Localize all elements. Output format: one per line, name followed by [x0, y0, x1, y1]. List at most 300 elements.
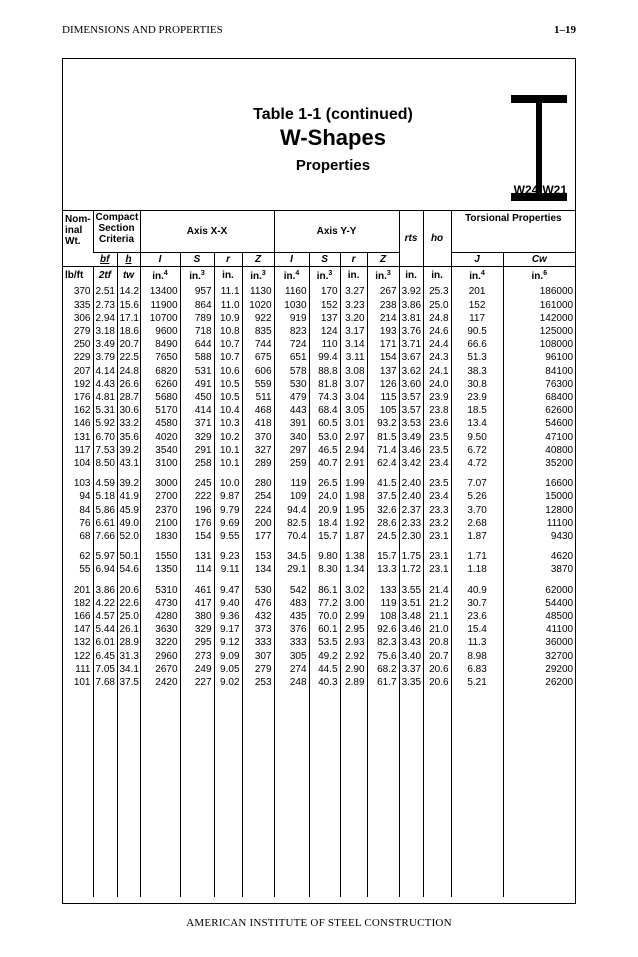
cell-ho: 20.8 [423, 636, 451, 649]
cell-ho: 23.1 [423, 530, 451, 543]
cell-j: 5.21 [451, 676, 503, 689]
filler-cell [93, 689, 117, 897]
cell-ry: 2.92 [340, 650, 367, 663]
cell-ry: 3.04 [340, 391, 367, 404]
cell-bf-2tf: 4.81 [93, 391, 117, 404]
table-subtitle: Properties [295, 157, 371, 174]
cell-ry: 3.11 [340, 351, 367, 364]
header-zy-text: Z [379, 254, 387, 265]
table-row [63, 563, 575, 576]
cell-j: 23.6 [451, 610, 503, 623]
cell-zx: 468 [242, 404, 274, 417]
cell-cw: 4620 [503, 543, 575, 563]
cell-bf-2tf: 4.43 [93, 378, 117, 391]
filler-cell [340, 689, 367, 897]
cell-bf-2tf: 6.45 [93, 650, 117, 663]
unit-j-text: in. [469, 271, 481, 283]
cell-iy: 919 [274, 312, 309, 325]
cell-ry: 2.90 [340, 663, 367, 676]
cell-zx: 333 [242, 636, 274, 649]
cell-ix: 7650 [140, 351, 180, 364]
cell-bf-2tf: 3.86 [93, 577, 117, 597]
cell-h-tw: 37.5 [117, 676, 140, 689]
cell-zy: 238 [367, 299, 399, 312]
cell-sx: 450 [180, 391, 214, 404]
cell-iy: 333 [274, 636, 309, 649]
cell-ry: 2.95 [340, 623, 367, 636]
cell-cw: 125000 [503, 325, 575, 338]
cell-ho: 20.6 [423, 676, 451, 689]
filler-cell [180, 689, 214, 897]
cell-j: 90.5 [451, 325, 503, 338]
cell-iy: 823 [274, 325, 309, 338]
table-body [63, 283, 575, 689]
table-row [63, 365, 575, 378]
cell-iy: 34.5 [274, 543, 309, 563]
cell-cw: 40800 [503, 444, 575, 457]
unit-2tf [93, 267, 117, 284]
cell-sy: 44.5 [309, 663, 340, 676]
cell-bf-2tf: 8.50 [93, 457, 117, 470]
table-row [63, 543, 575, 563]
cell-sx: 461 [180, 577, 214, 597]
cell-h-tw: 22.5 [117, 351, 140, 364]
cell-iy: 1030 [274, 299, 309, 312]
cell-cw: 48500 [503, 610, 575, 623]
unit-tw [117, 267, 140, 284]
header-sy-text: S [321, 254, 328, 265]
cell-ry: 1.87 [340, 530, 367, 543]
header-ix-text: I [158, 254, 162, 265]
cell-zy: 115 [367, 391, 399, 404]
cell-sy: 49.2 [309, 650, 340, 663]
cell-zx: 370 [242, 431, 274, 444]
unit-zx-text: in. [250, 271, 262, 283]
cell-iy: 724 [274, 338, 309, 351]
cell-ix: 8490 [140, 338, 180, 351]
cell-zx: 922 [242, 312, 274, 325]
cell-iy: 1160 [274, 283, 309, 298]
cell-ry: 1.92 [340, 517, 367, 530]
cell-h-tw: 39.2 [117, 444, 140, 457]
cell-sx: 131 [180, 543, 214, 563]
cell-iy: 29.1 [274, 563, 309, 576]
cell-sx: 249 [180, 663, 214, 676]
cell-rx: 9.12 [214, 636, 242, 649]
cell-rts: 3.71 [399, 338, 423, 351]
cell-j: 38.3 [451, 365, 503, 378]
header-ho-text: ho [430, 233, 444, 244]
unit-ho [423, 267, 451, 284]
cell-rts: 3.46 [399, 623, 423, 636]
cell-h-tw: 30.6 [117, 404, 140, 417]
cell-wt: 192 [73, 378, 91, 390]
cell-zx: 253 [242, 676, 274, 689]
cell-rts: 3.46 [399, 444, 423, 457]
cell-sy: 40.3 [309, 676, 340, 689]
unit-ho-text: in. [431, 269, 443, 281]
cell-bf-2tf: 4.22 [93, 597, 117, 610]
cell-wt: 279 [73, 326, 91, 338]
cell-bf-2tf: 2.94 [93, 312, 117, 325]
cell-h-tw: 14.2 [117, 283, 140, 298]
cell-ry: 3.17 [340, 325, 367, 338]
unit-lbft [63, 267, 93, 284]
cell-zx: 511 [242, 391, 274, 404]
cell-sx: 291 [180, 444, 214, 457]
cell-zy: 108 [367, 610, 399, 623]
cell-rts: 3.57 [399, 391, 423, 404]
cell-wt: 132 [73, 637, 91, 649]
cell-iy: 109 [274, 490, 309, 503]
cell-wt: 55 [79, 564, 91, 576]
header-torsional [451, 211, 575, 253]
unit-rx [214, 267, 242, 284]
cell-ry: 3.27 [340, 283, 367, 298]
cell-j: 152 [451, 299, 503, 312]
cell-cw: 16600 [503, 470, 575, 490]
cell-zy: 15.7 [367, 543, 399, 563]
cell-sx: 258 [180, 457, 214, 470]
header-axis-yy [274, 211, 399, 253]
cell-cw: 36000 [503, 636, 575, 649]
cell-j: 40.9 [451, 577, 503, 597]
cell-ho: 25.0 [423, 299, 451, 312]
header-sx [180, 253, 214, 267]
cell-ix: 11900 [140, 299, 180, 312]
header-ix [140, 253, 180, 267]
cell-wt: 94 [79, 491, 91, 503]
table-row [63, 325, 575, 338]
cell-ho: 25.3 [423, 283, 451, 298]
cell-j: 1.18 [451, 563, 503, 576]
cell-iy: 119 [274, 470, 309, 490]
cell-j: 5.26 [451, 490, 503, 503]
cell-cw: 108000 [503, 338, 575, 351]
unit-sy: in.$^3$ [309, 267, 340, 284]
cell-sx: 196 [180, 504, 214, 517]
cell-sy: 110 [309, 338, 340, 351]
cell-h-tw: 50.1 [117, 543, 140, 563]
cell-cw: 54400 [503, 597, 575, 610]
cell-sy: 40.7 [309, 457, 340, 470]
cell-sx: 380 [180, 610, 214, 623]
cell-sy: 46.5 [309, 444, 340, 457]
header-zx-text: Z [254, 254, 262, 265]
filler-cell [63, 689, 93, 897]
cell-cw: 41100 [503, 623, 575, 636]
cell-zy: 133 [367, 577, 399, 597]
page-footer: AMERICAN INSTITUTE OF STEEL CONSTRUCTION [186, 917, 452, 929]
cell-rx: 9.47 [214, 577, 242, 597]
cell-sx: 176 [180, 517, 214, 530]
table-row [63, 663, 575, 676]
cell-ix: 1830 [140, 530, 180, 543]
cell-iy: 479 [274, 391, 309, 404]
cell-sx: 154 [180, 530, 214, 543]
cell-ho: 24.8 [423, 312, 451, 325]
cell-sy: 53.0 [309, 431, 340, 444]
cell-rx: 9.79 [214, 504, 242, 517]
cell-bf-2tf: 6.61 [93, 517, 117, 530]
cell-zy: 81.5 [367, 431, 399, 444]
cell-zy: 193 [367, 325, 399, 338]
cell-wt: 250 [73, 339, 91, 351]
cell-iy: 94.4 [274, 504, 309, 517]
cell-rx: 10.8 [214, 325, 242, 338]
filler-cell [503, 689, 575, 897]
cell-bf-2tf: 5.44 [93, 623, 117, 636]
cell-iy: 297 [274, 444, 309, 457]
cell-zx: 559 [242, 378, 274, 391]
cell-rts: 1.75 [399, 543, 423, 563]
cell-wt: 166 [73, 611, 91, 623]
cell-h-tw: 28.7 [117, 391, 140, 404]
header-nominal-wt-text: Nom-inal Wt. [65, 214, 91, 247]
cell-iy: 542 [274, 577, 309, 597]
header-zx [242, 253, 274, 267]
cell-sx: 222 [180, 490, 214, 503]
cell-bf-2tf: 3.49 [93, 338, 117, 351]
table-row [63, 470, 575, 490]
cell-rts: 2.33 [399, 517, 423, 530]
cell-rts: 2.37 [399, 504, 423, 517]
cell-rts: 3.35 [399, 676, 423, 689]
cell-ix: 3540 [140, 444, 180, 457]
cell-wt: 131 [73, 431, 91, 443]
cell-wt: 101 [73, 677, 91, 689]
cell-zy: 126 [367, 378, 399, 391]
cell-bf-2tf: 5.31 [93, 404, 117, 417]
cell-bf-2tf: 6.70 [93, 431, 117, 444]
cell-cw: 54600 [503, 417, 575, 430]
cell-ry: 1.98 [340, 490, 367, 503]
filler-cell [399, 689, 423, 897]
cell-rx: 10.1 [214, 457, 242, 470]
cell-rts: 1.72 [399, 563, 423, 576]
cell-sx: 329 [180, 431, 214, 444]
cell-h-tw: 49.0 [117, 517, 140, 530]
cell-sx: 491 [180, 378, 214, 391]
header-rx [214, 253, 242, 267]
unit-rts [399, 267, 423, 284]
table-row [63, 504, 575, 517]
cell-wt: 176 [73, 392, 91, 404]
cell-sy: 18.4 [309, 517, 340, 530]
cell-ho: 24.0 [423, 378, 451, 391]
cell-ix: 2420 [140, 676, 180, 689]
cell-rts: 3.57 [399, 404, 423, 417]
cell-zy: 62.4 [367, 457, 399, 470]
cell-h-tw: 41.9 [117, 490, 140, 503]
table-filler [63, 689, 575, 897]
cell-zx: 835 [242, 325, 274, 338]
table-row [63, 444, 575, 457]
cell-ho: 23.1 [423, 543, 451, 563]
cell-ry: 3.02 [340, 577, 367, 597]
cell-ix: 6260 [140, 378, 180, 391]
cell-ho: 23.4 [423, 490, 451, 503]
cell-sy: 68.4 [309, 404, 340, 417]
cell-h-tw: 26.1 [117, 623, 140, 636]
cell-zx: 224 [242, 504, 274, 517]
table-row [63, 417, 575, 430]
cell-rts: 3.86 [399, 299, 423, 312]
cell-sx: 114 [180, 563, 214, 576]
cell-rts: 3.48 [399, 610, 423, 623]
cell-ix: 3100 [140, 457, 180, 470]
cell-j: 6.72 [451, 444, 503, 457]
cell-rts: 3.42 [399, 457, 423, 470]
cell-iy: 259 [274, 457, 309, 470]
cell-zy: 267 [367, 283, 399, 298]
cell-cw: 161000 [503, 299, 575, 312]
cell-cw: 26200 [503, 676, 575, 689]
cell-h-tw: 26.6 [117, 378, 140, 391]
cell-sy: 8.30 [309, 563, 340, 576]
cell-h-tw: 35.6 [117, 431, 140, 444]
unit-zx: in.$^3$ [242, 267, 274, 284]
table-row [63, 378, 575, 391]
header-cw-text: Cw [531, 254, 547, 265]
cell-rts: 3.51 [399, 597, 423, 610]
cell-wt: 84 [79, 504, 91, 516]
cell-zx: 1020 [242, 299, 274, 312]
cell-sx: 329 [180, 623, 214, 636]
cell-sx: 718 [180, 325, 214, 338]
cell-bf-2tf: 2.73 [93, 299, 117, 312]
cell-sy: 137 [309, 312, 340, 325]
filler-cell [214, 689, 242, 897]
cell-rts: 2.40 [399, 470, 423, 490]
cell-ix: 1550 [140, 543, 180, 563]
cell-rx: 9.40 [214, 597, 242, 610]
cell-h-tw: 52.0 [117, 530, 140, 543]
cell-ix: 4280 [140, 610, 180, 623]
cell-h-tw: 20.7 [117, 338, 140, 351]
cell-rx: 10.7 [214, 338, 242, 351]
cell-sx: 588 [180, 351, 214, 364]
cell-ho: 21.0 [423, 623, 451, 636]
cell-j: 7.07 [451, 470, 503, 490]
cell-j: 66.6 [451, 338, 503, 351]
filler-cell [309, 689, 340, 897]
table-row [63, 431, 575, 444]
unit-sx-text: in. [189, 271, 201, 283]
cell-iy: 651 [274, 351, 309, 364]
cell-bf-2tf: 4.14 [93, 365, 117, 378]
cell-ry: 1.38 [340, 543, 367, 563]
cell-j: 6.83 [451, 663, 503, 676]
cell-cw: 96100 [503, 351, 575, 364]
cell-cw: 142000 [503, 312, 575, 325]
cell-h-tw: 20.6 [117, 577, 140, 597]
cell-bf-2tf: 7.68 [93, 676, 117, 689]
cell-rx: 10.7 [214, 351, 242, 364]
cell-rts: 3.40 [399, 650, 423, 663]
header-ho [423, 211, 451, 267]
cell-ix: 6820 [140, 365, 180, 378]
cell-rx: 9.23 [214, 543, 242, 563]
cell-rx: 9.69 [214, 517, 242, 530]
cell-wt: 111 [75, 663, 91, 675]
cell-sy: 81.8 [309, 378, 340, 391]
cell-cw: 29200 [503, 663, 575, 676]
cell-rx: 9.11 [214, 563, 242, 576]
table-row [63, 391, 575, 404]
cell-ix: 4580 [140, 417, 180, 430]
cell-ry: 3.00 [340, 597, 367, 610]
cell-cw: 12800 [503, 504, 575, 517]
cell-ho: 20.7 [423, 650, 451, 663]
cell-ix: 2700 [140, 490, 180, 503]
cell-zy: 92.6 [367, 623, 399, 636]
cell-sy: 77.2 [309, 597, 340, 610]
unit-lbft-text: lb/ft [65, 269, 84, 281]
cell-zx: 1130 [242, 283, 274, 298]
cell-zx: 530 [242, 577, 274, 597]
cell-bf-2tf: 6.94 [93, 563, 117, 576]
cell-sy: 60.5 [309, 417, 340, 430]
filler-cell [451, 689, 503, 897]
table-caption: Table 1-1 (continued) [253, 106, 413, 123]
cell-cw: 68400 [503, 391, 575, 404]
cell-ix: 13400 [140, 283, 180, 298]
cell-j: 201 [451, 283, 503, 298]
cell-iy: 248 [274, 676, 309, 689]
table-row [63, 457, 575, 470]
header-compact [93, 211, 140, 253]
cell-rx: 10.1 [214, 444, 242, 457]
cell-h-tw: 25.0 [117, 610, 140, 623]
cell-zy: 37.5 [367, 490, 399, 503]
cell-ho: 21.4 [423, 577, 451, 597]
cell-zx: 606 [242, 365, 274, 378]
cell-rts: 3.76 [399, 325, 423, 338]
cell-ho: 23.3 [423, 504, 451, 517]
cell-ix: 3000 [140, 470, 180, 490]
cell-ry: 3.08 [340, 365, 367, 378]
cell-sx: 417 [180, 597, 214, 610]
cell-rx: 10.5 [214, 391, 242, 404]
filler-cell [117, 689, 140, 897]
cell-ry: 2.97 [340, 431, 367, 444]
cell-ix: 5170 [140, 404, 180, 417]
page-number: 1–19 [554, 24, 576, 36]
cell-j: 23.9 [451, 391, 503, 404]
cell-h-tw: 24.8 [117, 365, 140, 378]
cell-wt: 68 [79, 531, 91, 543]
cell-cw: 62000 [503, 577, 575, 597]
filler-cell [367, 689, 399, 897]
cell-rx: 10.0 [214, 470, 242, 490]
cell-sx: 295 [180, 636, 214, 649]
cell-j: 2.68 [451, 517, 503, 530]
unit-rts-text: in. [405, 269, 417, 281]
cell-rx: 9.09 [214, 650, 242, 663]
header-iy-text: I [290, 254, 293, 265]
cell-wt: 306 [73, 312, 91, 324]
unit-rx-text: in. [222, 269, 234, 281]
cell-bf-2tf: 7.05 [93, 663, 117, 676]
cell-sy: 24.0 [309, 490, 340, 503]
table-row [63, 517, 575, 530]
cell-zx: 280 [242, 470, 274, 490]
cell-h-tw: 18.6 [117, 325, 140, 338]
cell-zx: 418 [242, 417, 274, 430]
cell-sy: 88.8 [309, 365, 340, 378]
cell-sx: 644 [180, 338, 214, 351]
